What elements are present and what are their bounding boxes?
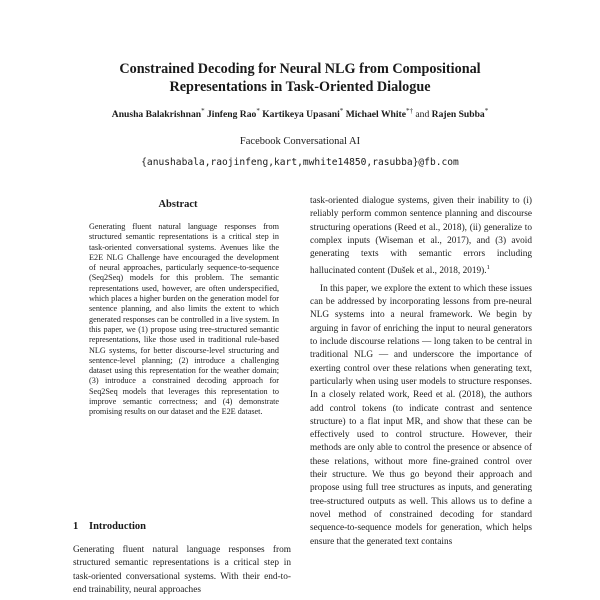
section-heading-introduction bbox=[73, 520, 293, 533]
author-mark: * bbox=[339, 107, 344, 115]
intro-left-column bbox=[73, 544, 291, 597]
author-mark: * bbox=[484, 107, 489, 115]
author-name: Kartikeya Upasani bbox=[262, 109, 340, 121]
author-emails: {anushabala,raojinfeng,kart,mwhite14850,rasubba}@fb.com bbox=[141, 157, 459, 168]
section-title: Introduction bbox=[89, 521, 146, 532]
intro-right-column bbox=[310, 195, 532, 549]
abstract-text: Generating fluent natural language responses from structured semantic representations is a critical step in task-oriented conversational systems. Avenues like the E2E NLG Challenge have encouraged the development of neural approaches, particularly sequence-to-sequence (Seq2Seq) models for this problem. The semantic representations used, however, are often underspecified, which places a higher burden on the generation model for sentence planning, and also limits the extent to which generated responses can be controlled in a live system. In this paper, we (1) propose using tree-structured semantic representations, like those used in traditional rule-based NLG systems, for better discourse-level structuring and sentence-level planning; (2) introduce a challenging dataset using this representation for the weather domain; (3) introduce a constrained decoding approach for Seq2Seq models that leverages this representation to improve semantic correctness; and (4) demonstrate promising results on our dataset and the E2E dataset. bbox=[89, 222, 279, 417]
intro-right-paragraph-1 bbox=[310, 195, 532, 279]
author-mark: *† bbox=[406, 107, 413, 115]
paper-title bbox=[60, 60, 540, 96]
abstract-heading: Abstract bbox=[158, 199, 198, 210]
intro-right-paragraph-2: In this paper, we explore the extent to which these issues can be addressed by incorporating lessons from pre-neural NLG systems into a neural framework. We begin by arguing in favor of enriching the input to neural generators to include discourse relations — long taken to be central in traditional NLG — and underscore the importance of exerting control over these relations when generating text, particularly when using user models to structure responses. In a closely related work, Reed et al. (2018), the authors add control tokens (to indicate contrast and sentence structure) to a flat input MR, and show that these can be effectively used to control structure. However, their methods are only able to control the presence or absence of these relations, without more fine-grained control over their structure. We thus go beyond their approach and propose using full tree structures as inputs, and generating tree-structured outputs as well. This allows us to define a novel method of constrained decoding for standard sequence-to-sequence models for generation, which helps ensure that the generated text contains bbox=[310, 283, 532, 547]
section-number: 1 bbox=[73, 521, 79, 532]
author-name: Anusha Balakrishnan bbox=[111, 109, 202, 121]
author-mark: * bbox=[256, 107, 260, 115]
author-conjunction: and bbox=[415, 109, 430, 121]
intro-right-paragraph-1-text: task-oriented dialogue systems, given their inability to (i) reliably perform common sentence planning and discourse structuring operations (Reed et al., 2018), (ii) generalize to complex inputs (Wiseman et al., 2017), and (3) avoid generating texts with semantic errors including hallucinated content (Dušek et al., 2018, 2019). bbox=[310, 196, 532, 277]
affiliation: Facebook Conversational AI bbox=[239, 136, 361, 147]
paper-title-line-2: Representations in Task-Oriented Dialogue bbox=[169, 79, 431, 95]
footnote-marker: 1 bbox=[486, 264, 490, 272]
paper-title-line-1: Constrained Decoding for Neural NLG from Compositional bbox=[119, 61, 481, 77]
author-name: Rajen Subba bbox=[431, 109, 485, 121]
intro-left-paragraph: Generating fluent natural language responses from structured semantic representations is a critical step in task-oriented conversational systems. With their end-to-end trainability, neural approaches bbox=[73, 545, 291, 595]
author-list bbox=[40, 104, 560, 122]
author-name: Michael White bbox=[345, 109, 406, 121]
author-mark: * bbox=[201, 107, 205, 115]
author-name: Jinfeng Rao bbox=[207, 109, 257, 121]
